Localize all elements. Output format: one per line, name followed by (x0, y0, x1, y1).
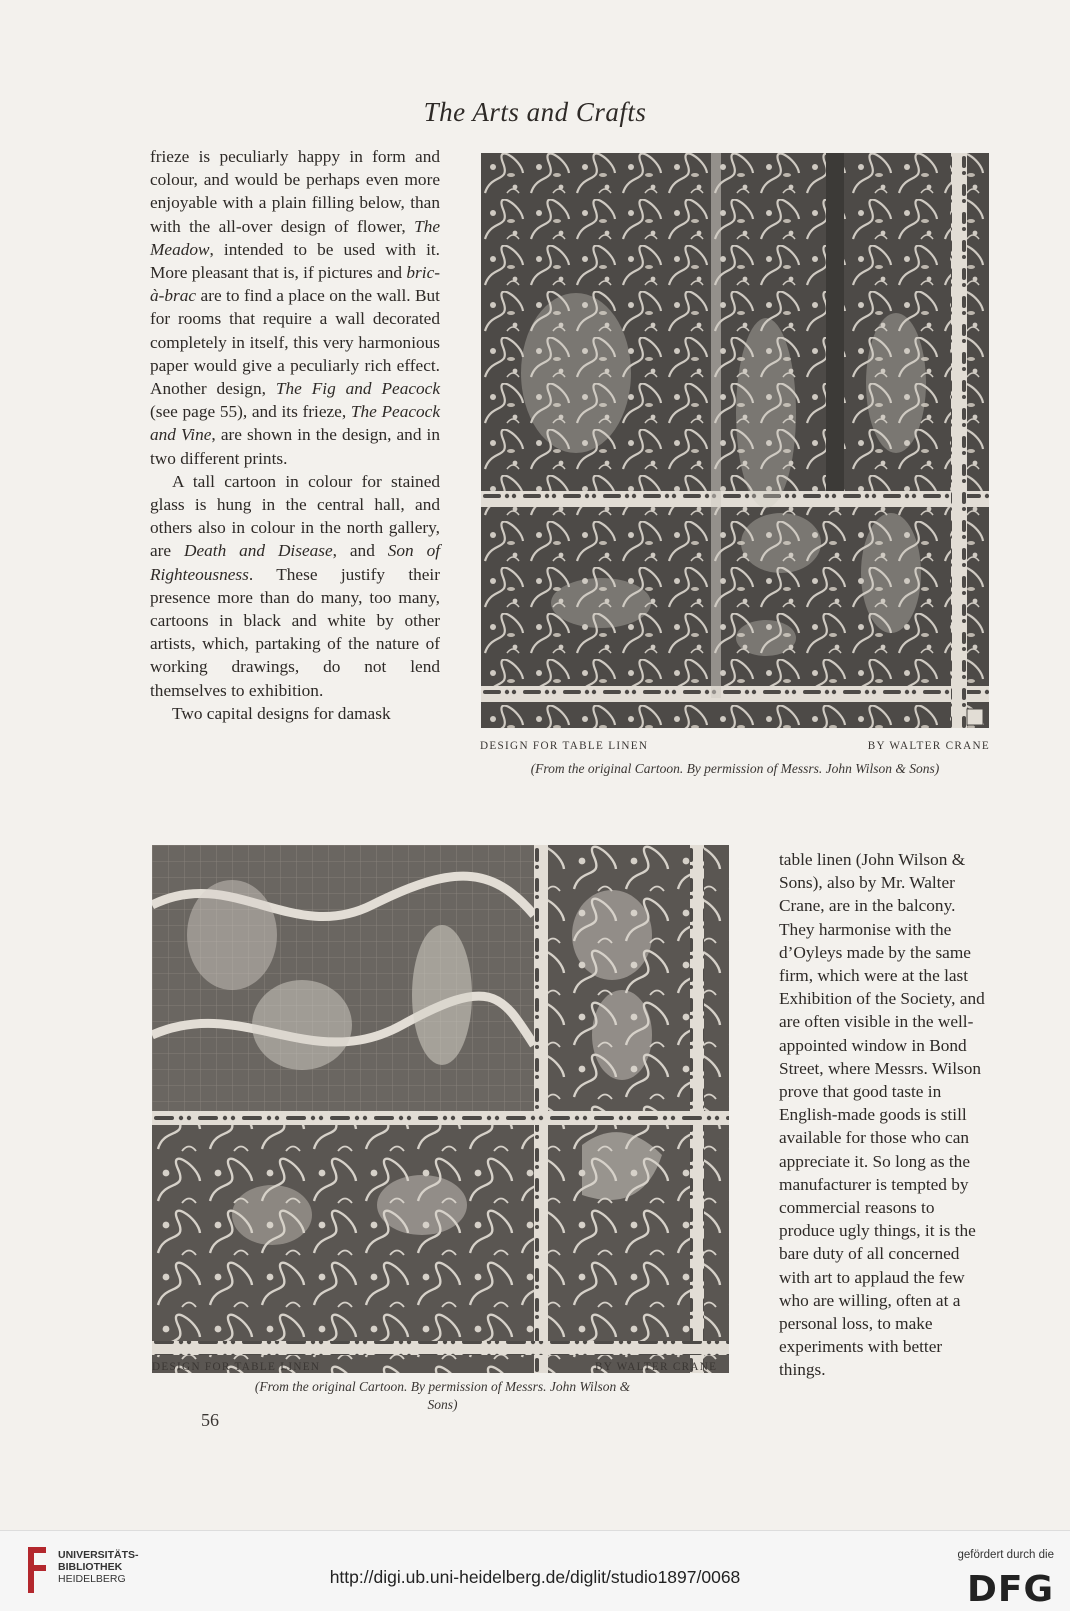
dfg-logo-icon[interactable]: DFG (966, 1569, 1054, 1610)
figure-table-linen-2 (152, 845, 729, 1373)
running-head: The Arts and Crafts (423, 97, 647, 127)
figure2-credit: (From the original Cartoon. By permission of Messrs. John Wilson & Sons) (254, 1379, 631, 1412)
library-name-line-2: BIBLIOTHEK (58, 1561, 123, 1573)
figure-table-linen-1 (481, 153, 989, 728)
table-linen-illustration-2 (152, 845, 729, 1373)
funded-by-label: gefördert durch die (957, 1549, 1054, 1561)
library-name-line-1: UNIVERSITÄTS- (58, 1549, 139, 1561)
right-column-paragraph: table linen (John Wilson & Sons), also by Mr. Walter Crane, are in the balcony. They harmonise with the d’Oyleys made by the same firm, which were at the last Exhibition of the Society, and are often visible in the well-appointed window in Bond Street, where Messrs. Wilson prove that good taste in English-made goods is still available for those who can appreciate it. So long as the manufacturer is tempted by commercial reasons to produce ugly things, it is the bare duty of all concerned with art to applaud the few who are willing, often at a personal loss, to make experiments with better things. (779, 850, 985, 1380)
figure2-caption-artist: BY WALTER CRANE (595, 1361, 718, 1373)
left-text-column (150, 145, 440, 725)
left-column-paragraph-2: A tall cartoon in colour for stained glass is hung in the central hall, and others also in colour in the north gallery, are Death and Disease, and Son of Righteousness. These justify their presence more than do many, too many, cartoons in black and white by other artists, which, partaking of the nature of working drawings, do not lend themselves to exhibition. (150, 471, 441, 700)
permalink-url[interactable]: http://digi.ub.uni-heidelberg.de/diglit/studio1897/0068 (329, 1567, 741, 1587)
footer-bar (0, 1530, 1070, 1611)
figure1-credit: (From the original Cartoon. By permission of Messrs. John Wilson & Sons) (530, 761, 940, 776)
left-column-paragraph-1: frieze is peculiarly happy in form and colour, and would be perhaps even more enjoyable with a plain filling below, than with the all-over design of flower, The Meadow, intended to be used with it. More pleasant that is, if pictures and bric-à-brac are to find a place on the wall. But for rooms that require a wall decorated completely in itself, this very harmonious paper would give a peculiarly rich effect. Another design, The Fig and Peacock (see page 55), and its frieze, The Peacock and Vine, are shown in the design, and in two different prints. (150, 147, 440, 468)
library-name-line-3: HEIDELBERG (58, 1573, 126, 1585)
table-linen-illustration-1 (481, 153, 989, 728)
page-number: 56 (201, 1410, 219, 1430)
figure1-caption-title: DESIGN FOR TABLE LINEN (480, 740, 649, 752)
left-column-paragraph-3: Two capital designs for damask (172, 703, 391, 723)
figure1-caption-artist: BY WALTER CRANE (867, 740, 990, 752)
right-text-column (779, 848, 992, 1382)
figure2-caption-title: DESIGN FOR TABLE LINEN (152, 1361, 321, 1373)
